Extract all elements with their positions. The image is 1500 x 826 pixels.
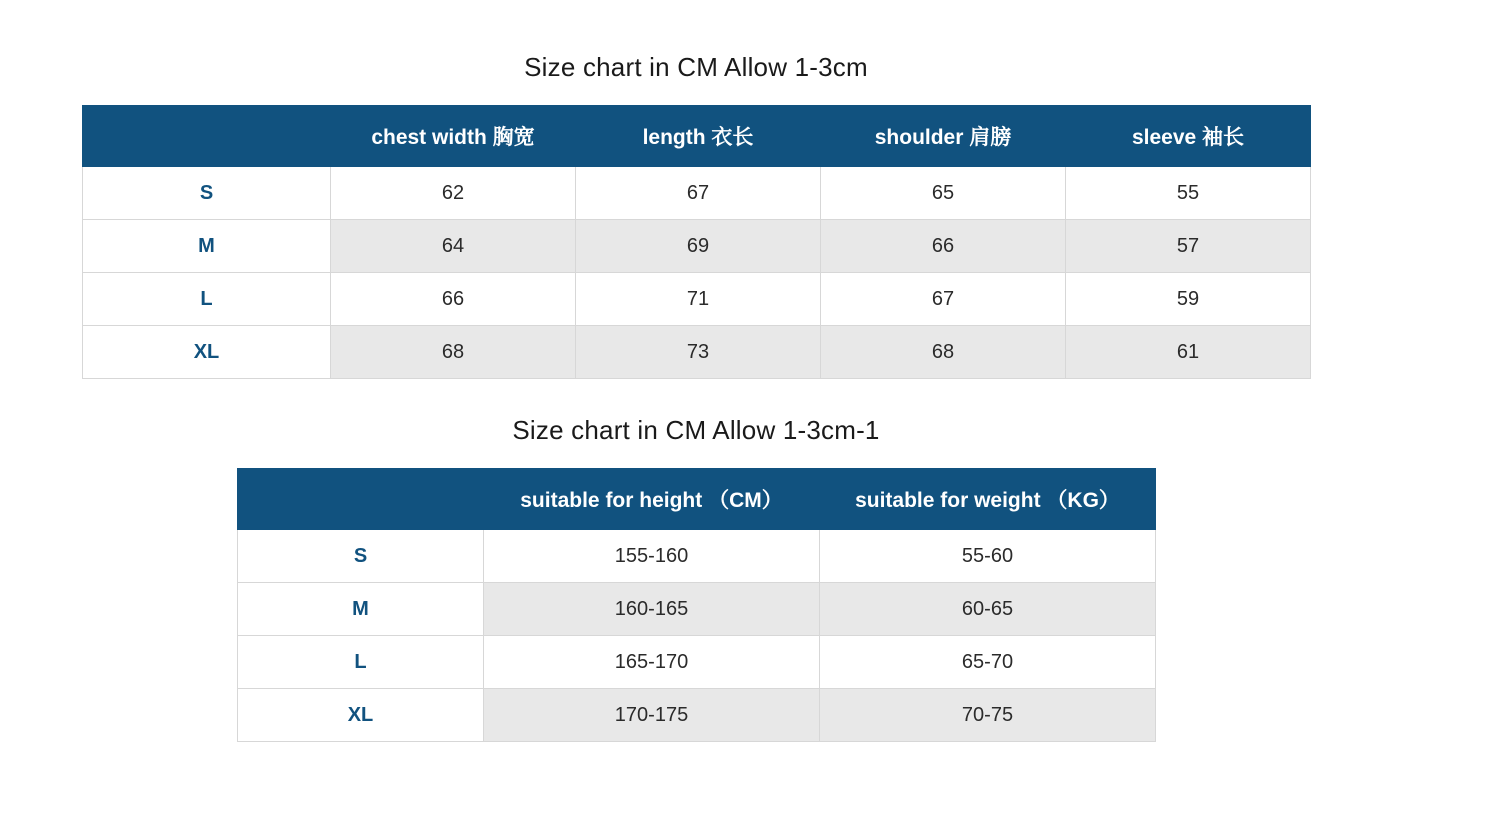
table-cell: 165-170 bbox=[484, 636, 820, 689]
column-header-sleeve: sleeve 袖长 bbox=[1066, 106, 1311, 167]
size-label: S bbox=[83, 167, 331, 220]
size-label: L bbox=[238, 636, 484, 689]
table-cell: 71 bbox=[576, 273, 821, 326]
table-cell: 59 bbox=[1066, 273, 1311, 326]
size-label: XL bbox=[238, 689, 484, 742]
table-row bbox=[238, 636, 1156, 689]
column-header-suitable-weight: suitable for weight （KG） bbox=[820, 469, 1156, 530]
table-row bbox=[238, 689, 1156, 742]
table-row bbox=[83, 220, 1311, 273]
table-cell: 61 bbox=[1066, 326, 1311, 379]
table-header-row bbox=[83, 106, 1311, 167]
size-chart-table-1 bbox=[82, 105, 1311, 379]
table-cell: 65-70 bbox=[820, 636, 1156, 689]
table-row bbox=[83, 273, 1311, 326]
table-cell: 55 bbox=[1066, 167, 1311, 220]
column-header-size bbox=[238, 469, 484, 530]
size-chart-section-2 bbox=[237, 415, 1155, 742]
table-cell: 170-175 bbox=[484, 689, 820, 742]
table-cell: 67 bbox=[576, 167, 821, 220]
size-label: M bbox=[83, 220, 331, 273]
table-cell: 62 bbox=[331, 167, 576, 220]
size-chart-table-2 bbox=[237, 468, 1156, 742]
table-cell: 160-165 bbox=[484, 583, 820, 636]
table-cell: 55-60 bbox=[820, 530, 1156, 583]
column-header-size bbox=[83, 106, 331, 167]
table-cell: 57 bbox=[1066, 220, 1311, 273]
table-cell: 64 bbox=[331, 220, 576, 273]
table-cell: 60-65 bbox=[820, 583, 1156, 636]
size-label: L bbox=[83, 273, 331, 326]
table-row bbox=[83, 167, 1311, 220]
table-cell: 65 bbox=[821, 167, 1066, 220]
column-header-length: length 衣长 bbox=[576, 106, 821, 167]
table-caption: Size chart in CM Allow 1-3cm-1 bbox=[512, 415, 880, 445]
table-cell: 67 bbox=[821, 273, 1066, 326]
size-label: M bbox=[238, 583, 484, 636]
table-row bbox=[238, 583, 1156, 636]
table-cell: 69 bbox=[576, 220, 821, 273]
table-cell: 68 bbox=[331, 326, 576, 379]
column-header-chest-width: chest width 胸宽 bbox=[331, 106, 576, 167]
table-cell: 70-75 bbox=[820, 689, 1156, 742]
column-header-shoulder: shoulder 肩膀 bbox=[821, 106, 1066, 167]
table-row bbox=[238, 530, 1156, 583]
table-header-row bbox=[238, 469, 1156, 530]
table-cell: 66 bbox=[331, 273, 576, 326]
column-header-suitable-height: suitable for height （CM） bbox=[484, 469, 820, 530]
table-caption: Size chart in CM Allow 1-3cm bbox=[524, 52, 868, 82]
table-row bbox=[83, 326, 1311, 379]
table-cell: 73 bbox=[576, 326, 821, 379]
size-chart-section-1 bbox=[82, 52, 1310, 379]
size-label: S bbox=[238, 530, 484, 583]
size-label: XL bbox=[83, 326, 331, 379]
table-cell: 68 bbox=[821, 326, 1066, 379]
table-cell: 155-160 bbox=[484, 530, 820, 583]
table-cell: 66 bbox=[821, 220, 1066, 273]
